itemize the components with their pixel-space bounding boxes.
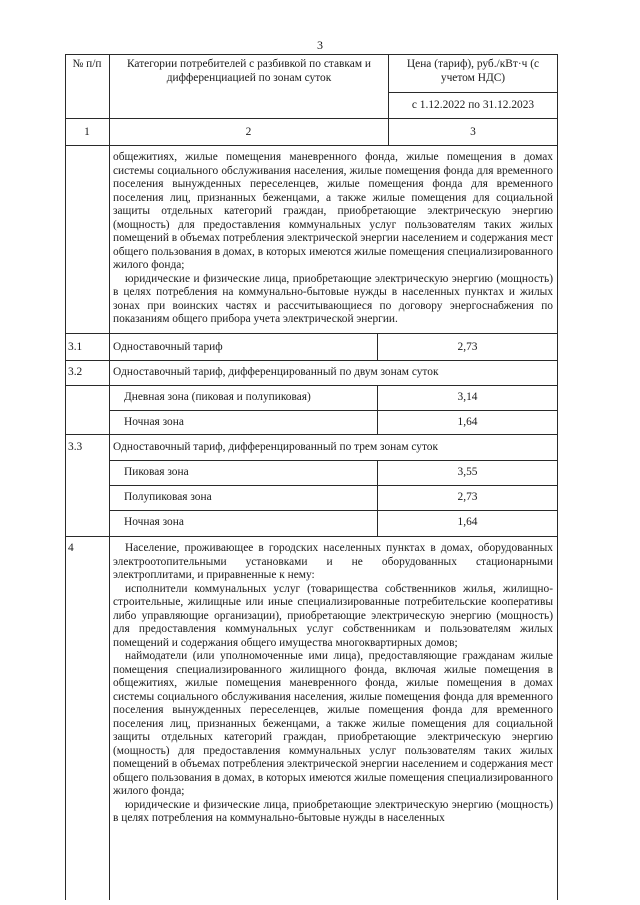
zone-price: 3,14 xyxy=(457,391,478,403)
section-paragraph: юридические и физические лица, приобретающие электрическую энергию (мощность) в целях потребления на коммунально-бытовые нужды в населенных xyxy=(113,798,553,824)
row-number: 3.1 xyxy=(68,341,83,353)
zone-label: Ночная зона xyxy=(124,416,184,428)
zone-label: Ночная зона xyxy=(124,516,184,528)
row-label: Одноставочный тариф, дифференцированный по трем зонам суток xyxy=(113,441,439,453)
col-header-price: Цена (тариф), руб./кВт·ч (с учетом НДС) xyxy=(406,58,540,84)
continuation-paragraph: юридические и физические лица, приобретающие электрическую энергию (мощность) в целях потребления на коммунально-бытовые нужды в населенных пунктах и жилых зонах при воинских частях и рассчитывающиеся по договору энергоснабжения по показаниям общего прибора учета электрической энергии. xyxy=(113,272,553,325)
continuation-text xyxy=(113,151,553,327)
zone-price: 3,55 xyxy=(457,466,478,478)
section-paragraph: исполнители коммунальных услуг (товарищества собственников жилья, жилищно-строительные, жилищные или иные специализированные потребительские кооперативы либо управляющие организации), приобретающие электрическую энергию (мощность) для предоставления коммунальных услуг собственникам и пользователям жилых помещений и содержания общего имущества многоквартирных домов; xyxy=(113,582,553,649)
row-price: 2,73 xyxy=(457,341,478,353)
zone-price: 2,73 xyxy=(457,491,478,503)
column-number-1: 1 xyxy=(84,126,90,138)
page-number: 3 xyxy=(317,38,323,52)
row-number: 3.2 xyxy=(68,366,83,378)
row-number: 4 xyxy=(68,542,74,554)
zone-price: 1,64 xyxy=(457,516,478,528)
continuation-paragraph: общежитиях, жилые помещения маневренного фонда, жилые помещения в домах системы социального обслуживания населения, жилые помещения фонда для временного поселения вынужденных переселенцев, жилые помещения фонда для временного поселения лиц, признанных беженцами, а также жилые помещения для социальной защиты отдельных категорий граждан, приобретающие электрическую энергию (мощность) для предоставления коммунальных услуг пользователям таких жилых помещений в объемах потребления электрической энергии населением и содержания мест общего пользования в домах, в которых имеются жилые помещения специализированного жилого фонда; xyxy=(113,151,553,271)
zone-label: Дневная зона (пиковая и полупиковая) xyxy=(124,391,311,403)
row-label: Одноставочный тариф, дифференцированный по двум зонам суток xyxy=(113,366,439,378)
row-label: Одноставочный тариф xyxy=(113,341,223,353)
zone-label: Пиковая зона xyxy=(124,466,189,478)
col-header-number: № п/п xyxy=(72,58,102,70)
section-paragraph: Население, проживающее в городских населенных пунктах в домах, оборудованных электроотопительными установками и не оборудованных стационарными электроплитами, и приравненные к нему: xyxy=(113,542,553,581)
column-number-3: 3 xyxy=(470,126,476,138)
zone-price: 1,64 xyxy=(457,416,478,428)
col-header-category: Категории потребителей с разбивкой по ставкам и дифференциацией по зонам суток xyxy=(126,58,371,84)
zone-label: Полупиковая зона xyxy=(124,491,212,503)
section-paragraph: наймодатели (или уполномоченные ими лица), предоставляющие гражданам жилые помещения специализированного жилищного фонда, включая жилые помещения в общежитиях, жилые помещения маневренного фонда, жилые помещения в домах системы социального обслуживания населения, жилые помещения фонда для временного поселения вынужденных переселенцев, жилые помещения фонда для временного поселения лиц, признанных беженцами, а также жилые помещения для социальной защиты отдельных категорий граждан, приобретающие электрическую энергию (мощность) для предоставления коммунальных услуг пользователям таких жилых помещений в объемах потребления электрической энергии населением и содержания мест общего пользования в домах, в которых имеются жилые помещения специализированного жилого фонда; xyxy=(113,650,553,797)
column-number-2: 2 xyxy=(245,126,252,138)
col-header-period: с 1.12.2022 по 31.12.2023 xyxy=(411,99,535,111)
section-4-text xyxy=(113,542,553,826)
row-number: 3.3 xyxy=(68,441,83,453)
